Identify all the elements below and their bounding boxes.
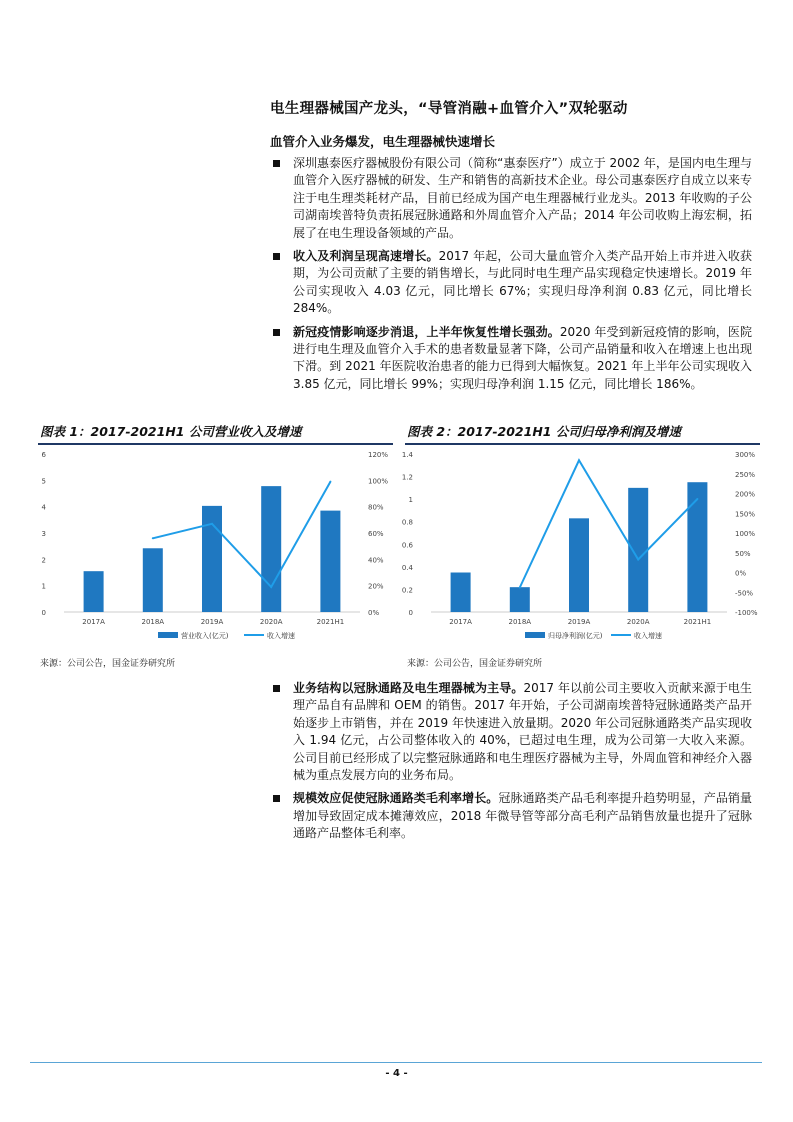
y-right-tick-label: 200% [735,490,756,499]
x-tick-label: 2017A [449,618,472,626]
chart-revenue [38,444,393,654]
bullet-square-icon [273,329,280,336]
chart-net-profit [401,444,760,654]
bullet-bold-lead: 新冠疫情影响逐步消退，上半年恢复性增长强劲。 [293,324,560,339]
growth-point [270,586,272,588]
y-right-tick-label: 100% [735,530,756,538]
bar [628,488,648,612]
y-right-tick-label: 20% [368,582,384,591]
figure-2 [401,422,760,670]
growth-point [329,481,331,483]
legend-bar-label: 归母净利润(亿元) [548,632,603,640]
y-left-tick-label: 0.6 [401,541,413,550]
bullet-item [270,155,752,242]
bar [143,548,163,612]
legend-line-label: 收入增速 [267,632,295,640]
bullet-square-icon [273,253,280,260]
bullet-list-bottom [270,680,752,849]
legend-bar-swatch [158,632,178,638]
growth-point [637,558,639,560]
bar [451,573,471,613]
y-left-tick-label: 1 [408,496,413,505]
y-left-tick-label: 1.4 [401,451,413,459]
bar [202,506,222,612]
growth-line [520,460,698,587]
growth-point [578,459,580,461]
y-right-tick-label: 60% [368,530,384,538]
bullet-item [270,680,752,784]
bar [320,511,340,612]
y-right-tick-label: 250% [735,470,756,479]
bullet-bold-lead: 收入及利润呈现高速增长。 [293,249,439,264]
x-tick-label: 2021H1 [683,618,712,626]
bullet-text: 深圳惠泰医疗器械股份有限公司（简称“惠泰医疗”）成立于 2002 年，是国内电生理与血管介入医疗器械的研发、生产和销售的高新技术企业。母公司惠泰医疗自成立以来专注于电生理类耗材产品，目前已经成为国产电生理器械行业龙头。2013 年收购的子公司湖南埃普特负责拓展冠脉通路和外周血管介入产品；2014 年公司收购上海宏桐，拓展了在电生理设备领域的产品。 [293,156,752,240]
growth-point [152,537,154,539]
page-number: - 4 - [385,1068,408,1079]
bullet-item [270,790,752,842]
bullet-square-icon [273,685,280,692]
legend-bar-label: 营业收入(亿元) [181,632,229,640]
y-left-tick-label: 4 [41,503,46,512]
y-right-tick-label: -100% [735,609,758,617]
bullet-square-icon [273,795,280,802]
legend-line-label: 收入增速 [634,632,662,640]
bullet-bold-lead: 业务结构以冠脉通路及电生理器械为主导。 [293,681,524,695]
section-heading: 电生理器械国产龙头，“导管消融+血管介入”双轮驱动 [270,101,628,117]
y-right-tick-label: 50% [735,549,751,558]
y-right-tick-label: 300% [735,451,756,459]
bullet-text: 2017 年以前公司主要收入贡献来源于电生理产品自有品牌和 OEM 的销售。2017 年开始，子公司湖南埃普特冠脉通路类产品开始逐步上市销售，并在 2019 年快速进入放量期。2020 年公司冠脉通路类产品实现收入 1.94 亿元，占公司整体收入的 40%，已超过电生理，成为公司第一大收入来源。公司目前已经形成了以完整冠脉通路和电生理医疗器械为主导，外周血管和神经介入器械为重点发展方向的业务布局。 [293,681,752,783]
y-left-tick-label: 0.8 [401,518,413,527]
bar [84,571,104,612]
legend-bar-swatch [525,632,545,638]
bullet-text: 2017 年起，公司大量血管介入类产品开始上市并进入收获期，为公司贡献了主要的销售增长，与此同时电生理产品实现稳定快速增长。2019 年公司实现收入 4.03 亿元，同比增长 67%；实现归母净利润 0.83 亿元，同比增长 284%。 [293,249,752,316]
y-right-tick-label: 40% [368,556,384,565]
x-tick-label: 2019A [567,618,591,626]
bullet-text: 2020 年受到新冠疫情的影响，医院进行电生理及血管介入手术的患者数量显著下降，公司产品销量和收入在增速上也出现下滑。到 2021 年医院收治患者的能力已得到大幅恢复。2021 年上半年公司实现收入 3.85 亿元，同比增长 99%；实现归母净利润 1.15 亿元，同比增长 186%。 [293,324,752,391]
bullet-square-icon [273,160,280,167]
y-left-tick-label: 6 [41,451,46,459]
y-right-tick-label: 150% [735,510,756,519]
bar [510,587,530,612]
bullet-text: 冠脉通路类产品毛利率提升趋势明显，产品销量增加导致固定成本摊薄效应，2018 年微导管等部分高毛利产品销售放量也提升了冠脉通路产品整体毛利率。 [293,791,752,841]
growth-point [211,523,213,525]
y-left-tick-label: 0 [408,609,413,617]
figure-1 [38,422,393,670]
bar [261,486,281,612]
y-right-tick-label: 80% [368,503,384,512]
y-right-tick-label: 100% [368,477,389,486]
y-left-tick-label: 0.4 [401,563,413,572]
y-left-tick-label: 2 [41,556,46,565]
x-tick-label: 2019A [200,618,224,626]
growth-point [696,498,698,500]
y-right-tick-label: -50% [735,589,754,598]
x-tick-label: 2020A [259,618,283,626]
figure-1-source: 来源：公司公告，国金证券研究所 [40,659,176,669]
y-right-tick-label: 0% [735,569,747,578]
bullet-item [270,248,752,318]
x-tick-label: 2018A [508,618,532,626]
y-left-tick-label: 0 [41,609,46,617]
y-right-tick-label: 0% [368,609,380,617]
y-left-tick-label: 0.2 [401,586,413,595]
y-left-tick-label: 1 [41,582,46,591]
x-tick-label: 2018A [141,618,165,626]
bullet-item [270,324,752,394]
bar [687,482,707,612]
growth-point [519,587,521,589]
y-right-tick-label: 120% [368,451,389,459]
bullet-bold-lead: 规模效应促使冠脉通路类毛利率增长。 [293,791,499,806]
growth-line [153,482,331,587]
x-tick-label: 2020A [626,618,650,626]
y-left-tick-label: 5 [41,477,46,486]
y-left-tick-label: 3 [41,530,46,538]
footer-divider [30,1062,762,1063]
bullet-list-top [270,155,752,399]
bar [569,518,589,612]
figure-1-title: 图表 1：2017-2021H1 公司营业收入及增速 [38,422,393,445]
x-tick-label: 2021H1 [316,618,345,626]
figure-2-source: 来源：公司公告，国金证券研究所 [407,659,543,669]
x-tick-label: 2017A [82,618,105,626]
y-left-tick-label: 1.2 [401,473,413,482]
subsection-heading: 血管介入业务爆发，电生理器械快速增长 [270,134,496,149]
figure-2-title: 图表 2：2017-2021H1 公司归母净利润及增速 [405,422,760,445]
